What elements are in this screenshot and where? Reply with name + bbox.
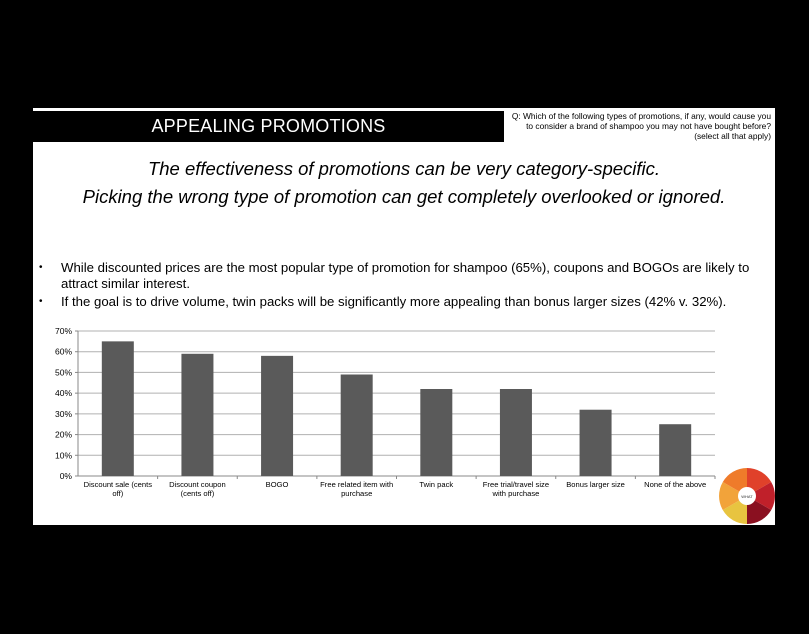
bar — [102, 341, 134, 476]
y-tick-label: 50% — [54, 367, 72, 378]
x-tick-label: Discount sale (cents — [83, 480, 152, 489]
x-tick-label: None of the above — [644, 480, 707, 489]
bullet-dot: • — [39, 262, 43, 273]
slide-title: APPEALING PROMOTIONS — [151, 116, 386, 136]
x-tick-label: BOGO — [265, 480, 289, 489]
title-bar — [33, 111, 504, 142]
headline-line-2: Picking the wrong type of promotion can get completely overlooked or ignored. — [82, 186, 726, 207]
x-tick-label: Free trial/travel size — [482, 480, 550, 489]
x-tick-label: off) — [112, 489, 124, 498]
y-tick-label: 0% — [59, 471, 72, 481]
logo-label: WHAT — [741, 494, 753, 499]
bar — [420, 389, 452, 476]
bar — [659, 424, 691, 476]
bar — [500, 389, 532, 476]
brand-logo — [719, 468, 775, 524]
x-tick-label: Discount coupon — [169, 480, 226, 489]
x-tick-label: Twin pack — [419, 480, 454, 489]
bar — [580, 410, 612, 476]
y-tick-label: 10% — [54, 450, 72, 461]
y-tick-label: 20% — [54, 429, 72, 440]
bullet-text: If the goal is to drive volume, twin packs will be significantly more appealing than bonus larger sizes (42% v. 32%). — [61, 294, 727, 309]
x-tick-label: purchase — [341, 489, 373, 498]
headline-line-1: The effectiveness of promotions can be very category-specific. — [147, 158, 661, 179]
bullet-text: While discounted prices are the most popular type of promotion for shampoo (65%), coupons and BOGOs are likely to attract similar interest. — [61, 260, 750, 291]
bullet-item — [39, 260, 769, 291]
y-tick-label: 40% — [54, 388, 72, 399]
bullet-list — [39, 260, 769, 313]
bar — [261, 356, 293, 476]
bullet-dot: • — [39, 296, 43, 307]
promotions-bar-chart — [33, 318, 733, 518]
y-tick-label: 60% — [54, 346, 72, 357]
x-tick-label: Bonus larger size — [566, 480, 625, 489]
y-tick-label: 30% — [54, 408, 72, 419]
survey-question: Q: Which of the following types of promotions, if any, would cause you to consider a brand of shampoo you may not have bought before? (select all that apply) — [511, 111, 771, 141]
y-tick-label: 70% — [54, 326, 72, 336]
x-tick-label: with purchase — [492, 489, 540, 498]
bullet-item — [39, 294, 769, 310]
bar — [181, 354, 213, 476]
x-tick-label: Free related item with — [320, 480, 394, 489]
slide — [33, 108, 775, 525]
bar — [341, 375, 373, 477]
x-tick-label: (cents off) — [180, 489, 215, 498]
